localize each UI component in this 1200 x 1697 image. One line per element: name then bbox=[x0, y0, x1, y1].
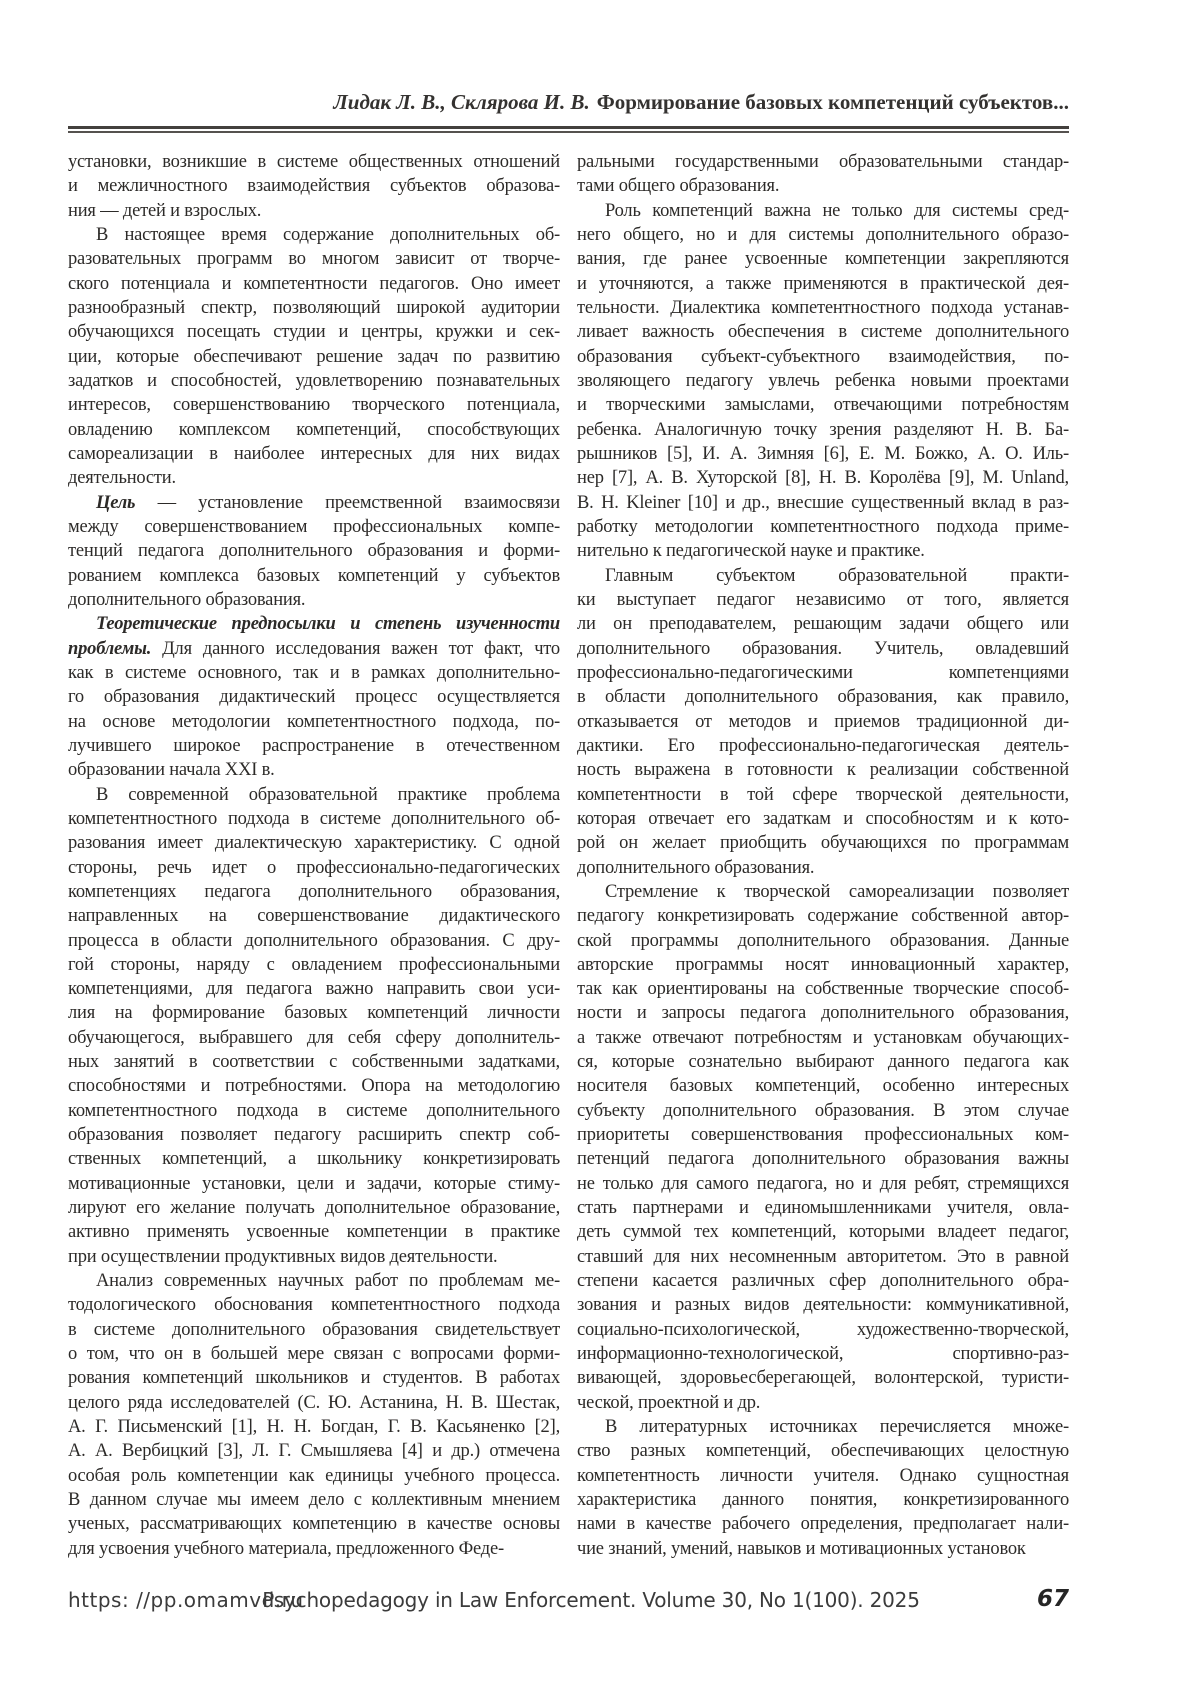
text-line: ных занятий в соответствии с собственными задатками, bbox=[68, 1052, 560, 1073]
paragraph bbox=[68, 223, 560, 491]
text-line: ученых, рассматривающих компетенцию в качестве основы bbox=[68, 1514, 560, 1535]
text-line: го образования дидактический процесс осуществляется bbox=[68, 687, 560, 708]
text-line: тами общего образования. bbox=[577, 176, 780, 197]
paragraph bbox=[68, 491, 560, 613]
text-line: компетентностного подхода в системе дополнительного об- bbox=[68, 808, 560, 829]
text-line: ставший для них несомненным авторитетом. Это в равной bbox=[577, 1246, 1069, 1267]
text-line: о том, что он в большей мере связан с вопросами форми- bbox=[68, 1344, 560, 1365]
emphasis-run: Цель bbox=[96, 492, 136, 513]
text-line: и творческими замыслами, отвечающими потребностям bbox=[577, 395, 1069, 416]
text-line: В современной образовательной практике проблема bbox=[96, 784, 560, 805]
text-line: так как ориентированы на собственные творческие способ- bbox=[577, 979, 1069, 1000]
running-header bbox=[68, 90, 1069, 115]
text-line: целого ряда исследователей (С. Ю. Астанина, Н. В. Шестак, bbox=[68, 1392, 560, 1413]
text-line: образовании начала XXI в. bbox=[68, 760, 275, 781]
text-line: в области дополнительного образования, как правило, bbox=[577, 687, 1069, 708]
text-line: носителя базовых компетенций, особенно интересных bbox=[577, 1076, 1069, 1097]
text-line: рышников [5], И. А. Зимняя [6], Е. М. Божко, А. О. Иль- bbox=[577, 443, 1069, 464]
text-line: дактики. Его профессионально-педагогическая деятель- bbox=[577, 735, 1069, 756]
page-footer bbox=[68, 1586, 1069, 1620]
text-line: ственных компетенций, а школьнику конкретизировать bbox=[68, 1149, 560, 1170]
text-line: лучившего широкое распространение в отечественном bbox=[68, 735, 560, 756]
text-line: а также отвечают потребностям и установкам обучающих- bbox=[577, 1027, 1069, 1048]
text-line: деть суммой тех компетенций, которыми владеет педагог, bbox=[577, 1222, 1069, 1243]
text-line: ребенка. Аналогичную точку зрения разделяют Н. В. Ба- bbox=[577, 419, 1069, 440]
running-header-title: Формирование базовых компетенций субъектов... bbox=[596, 90, 1069, 114]
text-line: дополнительного образования. Учитель, овладевший bbox=[577, 638, 1069, 659]
text-line: В настоящее время содержание дополнительных об- bbox=[96, 224, 560, 245]
paragraph bbox=[577, 199, 1069, 564]
text-line: нер [7], А. В. Хуторской [8], Н. В. Королёва [9], M. Unland, bbox=[577, 468, 1069, 489]
text-line: зования и разных видов деятельности: коммуникативной, bbox=[577, 1295, 1069, 1316]
footer-journal-url[interactable]: https: //pp.omamvd.ru bbox=[68, 1588, 304, 1612]
paragraph bbox=[577, 880, 1069, 1415]
text-line bbox=[68, 491, 560, 515]
header-rule bbox=[68, 126, 1069, 133]
emphasis-run: проблемы. bbox=[68, 638, 152, 659]
text-line: ливает важность обеспечения в системе дополнительного bbox=[577, 322, 1069, 343]
text-line: вания, где ранее усвоенные компетенции закрепляются bbox=[577, 249, 1069, 270]
text-line: разнообразный спектр, позволяющий широкой аудитории bbox=[68, 297, 560, 318]
text-line: рованием комплекса базовых компетенций у субъектов bbox=[68, 565, 560, 586]
text-line: ности и запросы педагога дополнительного образования, bbox=[577, 1003, 1069, 1024]
text-line: педагогу конкретизировать содержание собственной автор- bbox=[577, 906, 1069, 927]
text-line: ской программы дополнительного образования. Данные bbox=[577, 930, 1069, 951]
text-line: петенций педагога дополнительного образования важны bbox=[577, 1149, 1069, 1170]
text-line: компетентность личности учителя. Однако сущностная bbox=[577, 1465, 1069, 1486]
text-line: ния — детей и взрослых. bbox=[68, 200, 262, 221]
text-line: стать партнерами и единомышленниками учителя, овла- bbox=[577, 1198, 1069, 1219]
text-line: ство разных компетенций, обеспечивающих целостную bbox=[577, 1441, 1069, 1462]
text-line: тельности. Диалектика компетентностного подхода устанав- bbox=[577, 297, 1069, 318]
paragraph bbox=[68, 612, 560, 782]
text-line: процесса в области дополнительного образования. С дру- bbox=[68, 930, 560, 951]
text-line: как в системе основного, так и в рамках дополнительно- bbox=[68, 662, 560, 683]
text-line bbox=[68, 637, 560, 661]
text-line: самореализации в наиболее интересных для них видах bbox=[68, 443, 560, 464]
article-body bbox=[68, 150, 1069, 1561]
text-run: Для данного исследования важен тот факт, что bbox=[151, 638, 560, 659]
text-line: дополнительного образования. bbox=[68, 589, 306, 610]
text-line: мотивационные установки, цели и задачи, которые стиму- bbox=[68, 1173, 560, 1194]
footer-journal-title: Psychopedagogy in Law Enforcement. Volume 30, No 1(100). 2025 bbox=[262, 1588, 920, 1612]
text-line: лия на формирование базовых компетенций личности bbox=[68, 1003, 560, 1024]
text-line: рой он желает приобщить обучающихся по программам bbox=[577, 833, 1069, 854]
text-line: обучающихся посещать студии и центры, кружки и сек- bbox=[68, 322, 560, 343]
text-line: B. H. Kleiner [10] и др., внесшие существенный вклад в раз- bbox=[577, 492, 1069, 513]
text-line: ческой, проектной и др. bbox=[577, 1392, 761, 1413]
text-line: характеристика данного понятия, конкретизированного bbox=[577, 1490, 1069, 1511]
text-line: направленных на совершенствование дидактического bbox=[68, 906, 560, 927]
text-line: компетенциях педагога дополнительного образования, bbox=[68, 881, 560, 902]
text-line: тодологического обоснования компетентностного подхода bbox=[68, 1295, 560, 1316]
text-line: интересов, совершенствованию творческого потенциала, bbox=[68, 395, 560, 416]
text-line: овладению комплексом компетенций, способствующих bbox=[68, 419, 560, 440]
emphasis-run: Теоретические предпосылки и степень изученности bbox=[96, 614, 560, 635]
column-left bbox=[68, 150, 560, 1561]
text-line: отказывается от методов и приемов традиционной ди- bbox=[577, 711, 1069, 732]
text-line: зволяющего педагогу увлечь ребенка новыми проектами bbox=[577, 370, 1069, 391]
text-line: приоритеты совершенствования профессиональных ком- bbox=[577, 1125, 1069, 1146]
text-line: при осуществлении продуктивных видов деятельности. bbox=[68, 1246, 498, 1267]
text-line: Стремление к творческой самореализации позволяет bbox=[605, 881, 1069, 902]
text-line: ность выражена в готовности к реализации собственной bbox=[577, 760, 1069, 781]
text-line: Главным субъектом образовательной практи- bbox=[605, 565, 1069, 586]
paragraph bbox=[577, 564, 1069, 880]
text-line: способностями и потребностями. Опора на методологию bbox=[68, 1076, 560, 1097]
paragraph bbox=[68, 150, 560, 223]
footer-page-number: 67 bbox=[1036, 1586, 1069, 1612]
column-right bbox=[577, 150, 1069, 1561]
text-line bbox=[68, 612, 560, 636]
text-line: установки, возникшие в системе общественных отношений bbox=[68, 152, 560, 172]
text-line: не только для самого педагога, но и для ребят, стремящихся bbox=[577, 1173, 1069, 1194]
text-line: него общего, но и для системы дополнительного образо- bbox=[577, 224, 1069, 245]
text-line: ся, которые сознательно выбирают данного педагога как bbox=[577, 1052, 1069, 1073]
text-line: тенций педагога дополнительного образования и форми- bbox=[68, 541, 560, 562]
text-line: степени касается различных сфер дополнительного обра- bbox=[577, 1271, 1069, 1292]
text-line: А. Г. Письменский [1], Н. Н. Богдан, Г. В. Касьяненко [2], bbox=[68, 1417, 560, 1438]
text-line: Анализ современных научных работ по проблемам ме- bbox=[96, 1271, 560, 1292]
text-line: и межличностного взаимодействия субъектов образова- bbox=[68, 176, 560, 197]
text-line: которая отвечает его задаткам и способностям и к кото- bbox=[577, 808, 1069, 829]
text-line: субъекту дополнительного образования. В этом случае bbox=[577, 1100, 1069, 1121]
text-line: вивающей, здоровьесберегающей, волонтерской, туристи- bbox=[577, 1368, 1069, 1389]
text-line: образования субъект-субъектного взаимодействия, по- bbox=[577, 346, 1069, 367]
text-line: работку методологии компетентностного подхода приме- bbox=[577, 516, 1069, 537]
text-line: гой стороны, наряду с овладением профессиональными bbox=[68, 954, 560, 975]
text-line: Роль компетенций важна не только для системы сред- bbox=[605, 200, 1069, 221]
text-line: активно применять усвоенные компетенции в практике bbox=[68, 1222, 560, 1243]
text-line: А. А. Вербицкий [3], Л. Г. Смышляева [4] и др.) отмечена bbox=[68, 1441, 560, 1462]
text-line: рования компетенций школьников и студентов. В работах bbox=[68, 1368, 560, 1389]
paragraph bbox=[68, 1269, 560, 1561]
text-line: в системе дополнительного образования свидетельствует bbox=[68, 1319, 560, 1340]
text-line: на основе методологии компетентностного подхода, по- bbox=[68, 711, 560, 732]
text-line: компетенциями, для педагога важно направить свои уси- bbox=[68, 979, 560, 1000]
paragraph bbox=[577, 150, 1069, 199]
paragraph bbox=[577, 1415, 1069, 1561]
text-line: ского потенциала и компетентности педагогов. Оно имеет bbox=[68, 273, 560, 294]
text-line: деятельности. bbox=[68, 468, 176, 489]
text-line: компетентности в той сфере творческой деятельности, bbox=[577, 784, 1069, 805]
text-line: образования позволяет педагогу расширить спектр соб- bbox=[68, 1125, 560, 1146]
text-line: профессионально-педагогическими компетенциями bbox=[577, 662, 1069, 683]
text-line: В данном случае мы имеем дело с коллективным мнением bbox=[68, 1490, 560, 1511]
text-line: и уточняются, а также применяются в практической дея- bbox=[577, 273, 1069, 294]
text-line: для усвоения учебного материала, предложенного Феде- bbox=[68, 1538, 504, 1559]
text-line: чие знаний, умений, навыков и мотивационных установок bbox=[577, 1538, 1026, 1559]
text-line: ки выступает педагог независимо от того, является bbox=[577, 589, 1069, 610]
text-line: В литературных источниках перечисляется множе- bbox=[605, 1417, 1069, 1438]
text-line: ральными государственными образовательными стандар- bbox=[577, 152, 1069, 172]
text-line: социально-психологической, художественно-творческой, bbox=[577, 1319, 1069, 1340]
text-line: обучающегося, выбравшего для себя сферу дополнитель- bbox=[68, 1027, 560, 1048]
running-header-authors: Лидак Л. В., Склярова И. В. bbox=[333, 90, 590, 114]
text-line: особая роль компетенции как единицы учебного процесса. bbox=[68, 1465, 560, 1486]
text-line: ли он преподавателем, решающим задачи общего или bbox=[577, 614, 1069, 635]
text-line: стороны, речь идет о профессионально-педагогических bbox=[68, 857, 560, 878]
text-line: задатков и способностей, удовлетворению познавательных bbox=[68, 370, 560, 391]
text-line: нами в качестве рабочего определения, предполагает нали- bbox=[577, 1514, 1069, 1535]
text-line: ции, которые обеспечивают решение задач по развитию bbox=[68, 346, 560, 367]
text-line: между совершенствованием профессиональных компе- bbox=[68, 516, 560, 537]
text-line: информационно-технологической, спортивно-раз- bbox=[577, 1344, 1069, 1365]
paragraph bbox=[68, 783, 560, 1270]
text-line: авторские программы носят инновационный характер, bbox=[577, 954, 1069, 975]
text-line: лируют его желание получать дополнительное образование, bbox=[68, 1198, 560, 1219]
text-run: — установление преемственной взаимосвязи bbox=[135, 492, 560, 513]
text-line: разования имеет диалектическую характеристику. С одной bbox=[68, 833, 560, 854]
text-line: дополнительного образования. bbox=[577, 857, 815, 878]
text-line: разовательных программ во многом зависит от творче- bbox=[68, 249, 560, 270]
text-line: нительно к педагогической науке и практике. bbox=[577, 541, 925, 562]
text-line: компетентностного подхода в системе дополнительного bbox=[68, 1100, 560, 1121]
